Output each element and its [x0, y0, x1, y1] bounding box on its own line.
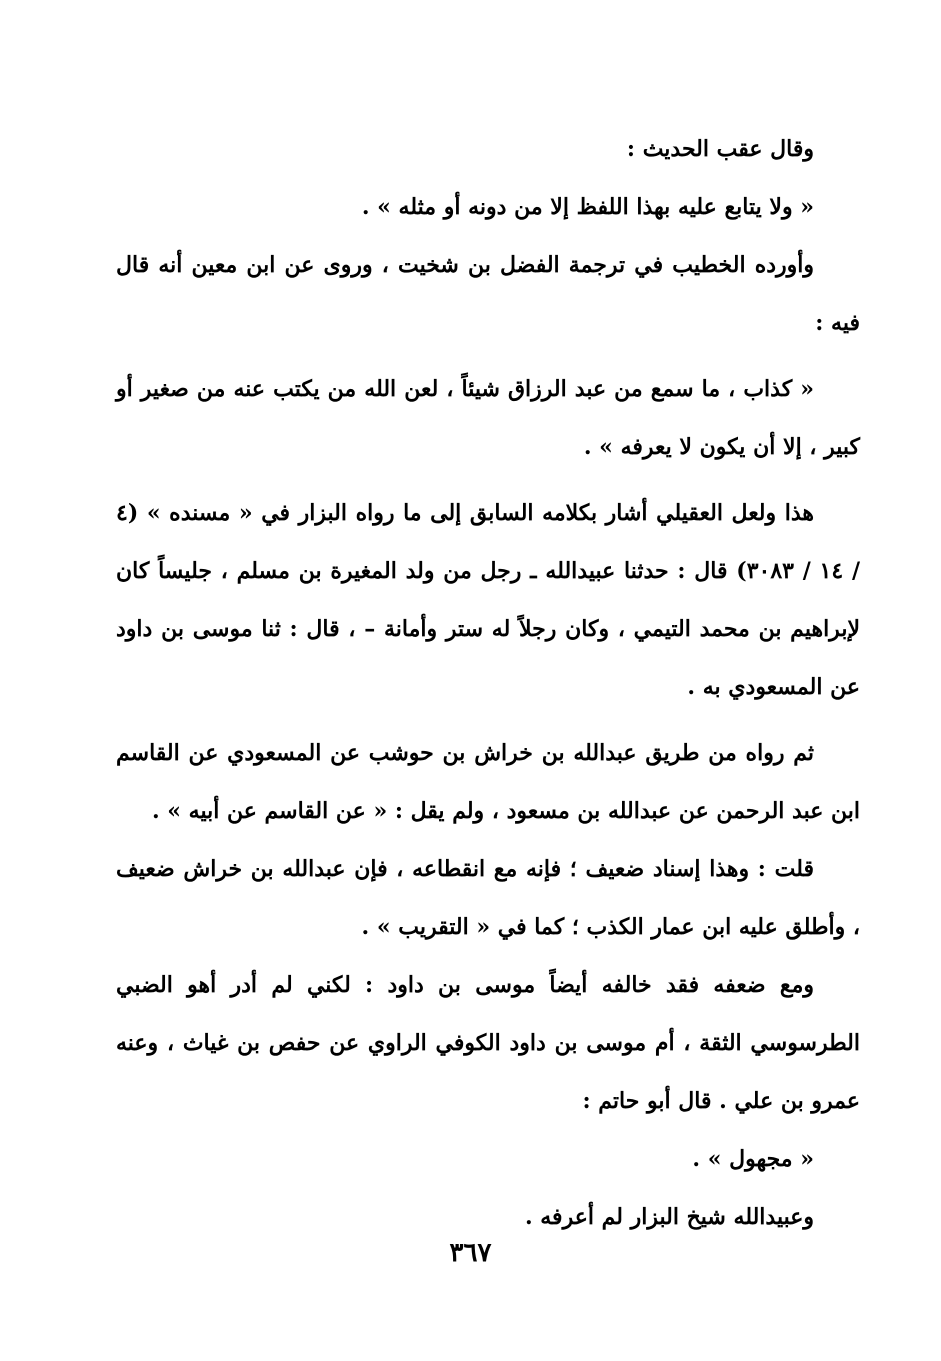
body-text [116, 120, 860, 1246]
paragraph: ومع ضعفه فقد خالفه أيضاً موسى بن داود : لكني لم أدر أهو الضبي الطرسوسي الثقة ، أم موسى بن داود الكوفي الراوي عن حفص بن غياث ، وعنه عمرو بن علي . قال أبو حاتم : [116, 972, 860, 1114]
paragraph: « كذاب ، ما سمع من عبد الرزاق شيئاً ، لعن الله من يكتب عنه من صغير أو كبير ، إلا أن يكون لا يعرفه » . [116, 376, 860, 460]
paragraph: « مجهول » . [692, 1146, 814, 1172]
paragraph: وقال عقب الحديث : [626, 136, 814, 162]
page-number: ٣٦٧ [449, 1238, 492, 1268]
paragraph: هذا ولعل العقيلي أشار بكلامه السابق إلى ما رواه البزار في « مسنده » (٤ / ١٤ / ٣٠٨٣) قال : حدثنا عبيدالله ـ رجل من ولد المغيرة بن مسلم ، جليساً كان لإبراهيم بن محمد التيمي ، وكان رجلاً له ستر وأمانة – ، قال : ثنا موسى بن داود عن المسعودي به . [116, 500, 860, 700]
paragraph: وعبيدالله شيخ البزار لم أعرفه . [524, 1204, 814, 1230]
paragraph: وأورده الخطيب في ترجمة الفضل بن شخيت ، وروى عن ابن معين أنه قال فيه : [116, 252, 860, 336]
paragraph: قلت : وهذا إسناد ضعيف ؛ فإنه مع انقطاعه ، فإن عبدالله بن خراش ضعيف ، وأطلق عليه ابن عمار الكذب ؛ كما في « التقريب » . [116, 856, 860, 940]
paragraph: ثم رواه من طريق عبدالله بن خراش بن حوشب عن المسعودي عن القاسم ابن عبد الرحمن عن عبدالله بن مسعود ، ولم يقل : « عن القاسم عن أبيه » . [116, 740, 860, 824]
paragraph: « ولا يتابع عليه بهذا اللفظ إلا من دونه أو مثله » . [361, 194, 814, 220]
